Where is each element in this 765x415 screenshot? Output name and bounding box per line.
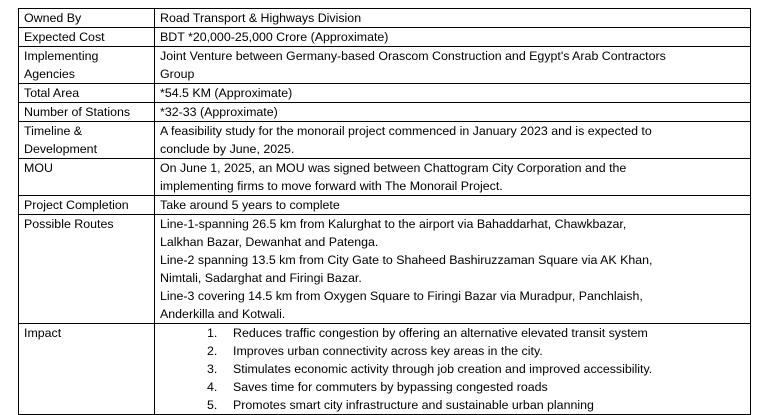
table-row (19, 84, 751, 103)
row-label-timeline (19, 122, 155, 159)
list-item-number: 3. (207, 362, 218, 376)
route-line: Nimtali, Sadarghat and Firingi Bazar. (160, 271, 362, 285)
table-row (19, 9, 751, 28)
route-line: Line-3 covering 14.5 km from Oxygen Square to Firingi Bazar via Muradpur, Panchlaish, (160, 289, 643, 303)
list-item-text: Improves urban connectivity across key areas in the city. (233, 344, 543, 358)
route-line: Line-1-spanning 26.5 km from Kalurghat to the airport via Bahaddarhat, Chawkbazar, (160, 217, 627, 231)
list-item-number: 5. (207, 398, 218, 412)
list-item-text: Stimulates economic activity through job creation and improved accessibility. (233, 362, 653, 376)
route-line: Anderkilla and Kotwali. (160, 307, 286, 321)
impact-list (160, 324, 746, 414)
table-row (19, 28, 751, 47)
value-line: A feasibility study for the monorail project commenced in January 2023 and is expected to (160, 124, 652, 138)
row-label-total-area: Total Area (19, 84, 155, 103)
list-item (207, 378, 746, 396)
list-item (207, 396, 746, 414)
row-label-impact: Impact (19, 324, 155, 415)
project-info-table (18, 8, 751, 415)
row-value-mou (155, 159, 751, 196)
label-line: Agencies (24, 67, 75, 81)
table-row (19, 103, 751, 122)
table-row (19, 324, 751, 415)
table-row (19, 159, 751, 196)
list-item-number: 1. (207, 326, 218, 340)
table-row (19, 196, 751, 215)
row-value-expected-cost: BDT *20,000-25,000 Crore (Approximate) (155, 28, 751, 47)
row-label-implementing-agencies (19, 47, 155, 84)
row-value-implementing-agencies (155, 47, 751, 84)
row-value-owned-by: Road Transport & Highways Division (155, 9, 751, 28)
row-value-number-of-stations: *32-33 (Approximate) (155, 103, 751, 122)
route-line: Lalkhan Bazar, Dewanhat and Patenga. (160, 235, 379, 249)
list-item (207, 342, 746, 360)
value-line: Joint Venture between Germany-based Orascom Construction and Egypt's Arab Contractors (160, 49, 666, 63)
list-item (207, 324, 746, 342)
value-line: On June 1, 2025, an MOU was signed between Chattogram City Corporation and the (160, 161, 627, 175)
row-value-possible-routes (155, 215, 751, 324)
list-item-text: Saves time for commuters by bypassing congested roads (233, 380, 548, 394)
row-label-project-completion: Project Completion (19, 196, 155, 215)
label-line: Timeline & (24, 124, 83, 138)
list-item (207, 360, 746, 378)
label-line: Development (24, 142, 98, 156)
value-line: Group (160, 67, 195, 81)
value-line: conclude by June, 2025. (160, 142, 295, 156)
row-value-project-completion: Take around 5 years to complete (155, 196, 751, 215)
table-row (19, 215, 751, 324)
row-value-total-area: *54.5 KM (Approximate) (155, 84, 751, 103)
table-row (19, 122, 751, 159)
value-line: implementing firms to move forward with The Monorail Project. (160, 179, 503, 193)
label-line: Implementing (24, 49, 99, 63)
table-row (19, 47, 751, 84)
row-label-number-of-stations: Number of Stations (19, 103, 155, 122)
row-value-timeline (155, 122, 751, 159)
row-label-owned-by: Owned By (19, 9, 155, 28)
list-item-text: Reduces traffic congestion by offering an alternative elevated transit system (233, 326, 648, 340)
list-item-text: Promotes smart city infrastructure and sustainable urban planning (233, 398, 594, 412)
row-label-mou: MOU (19, 159, 155, 196)
list-item-number: 2. (207, 344, 218, 358)
route-line: Line-2 spanning 13.5 km from City Gate to Shaheed Bashiruzzaman Square via AK Khan, (160, 253, 653, 267)
row-value-impact (155, 324, 751, 415)
row-label-possible-routes: Possible Routes (19, 215, 155, 324)
list-item-number: 4. (207, 380, 218, 394)
row-label-expected-cost: Expected Cost (19, 28, 155, 47)
